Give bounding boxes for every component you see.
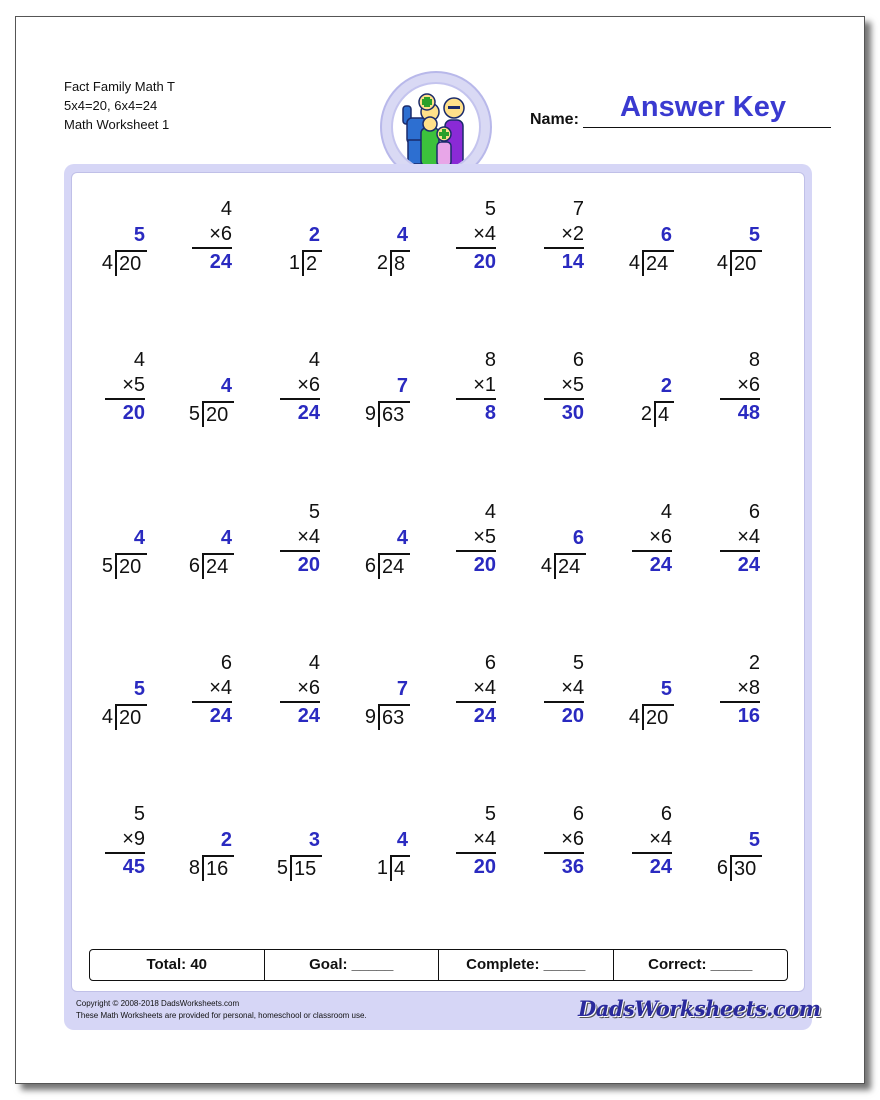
divisor: 1 bbox=[376, 857, 388, 879]
multiplication-problem bbox=[280, 500, 360, 580]
division-problem bbox=[702, 222, 782, 302]
multiplication-problem bbox=[105, 802, 185, 882]
quotient-answer: 2 bbox=[308, 224, 320, 246]
multiplication-problem bbox=[544, 348, 624, 428]
division-problem bbox=[350, 676, 430, 756]
multiplier: ×4 bbox=[297, 526, 320, 548]
divisor: 4 bbox=[101, 252, 113, 274]
copyright-text: Copyright © 2008-2018 DadsWorksheets.com bbox=[76, 999, 240, 1008]
multiplication-stack bbox=[105, 348, 145, 426]
multiplier: ×6 bbox=[737, 374, 760, 396]
multiplication-problem bbox=[456, 348, 536, 428]
multiplication-stack bbox=[632, 802, 672, 880]
multiplier: ×9 bbox=[122, 828, 145, 850]
multiplicand: 5 bbox=[308, 501, 320, 523]
dividend: 20 bbox=[119, 556, 142, 578]
multiplicand: 4 bbox=[660, 501, 672, 523]
divisor: 5 bbox=[101, 555, 113, 577]
score-bar bbox=[89, 949, 788, 981]
product-answer: 20 bbox=[297, 554, 320, 576]
multiplication-problem bbox=[544, 802, 624, 882]
multiplicand: 4 bbox=[308, 652, 320, 674]
multiplication-problem bbox=[720, 651, 800, 731]
division-problem bbox=[614, 676, 694, 756]
divisor: 8 bbox=[188, 857, 200, 879]
multiplication-stack bbox=[280, 500, 320, 578]
multiplication-stack bbox=[280, 651, 320, 729]
quotient-answer: 5 bbox=[748, 829, 760, 851]
divisor: 9 bbox=[364, 403, 376, 425]
quotient-answer: 7 bbox=[396, 375, 408, 397]
dividend: 24 bbox=[382, 556, 405, 578]
dividend: 8 bbox=[394, 253, 406, 275]
multiplier: ×4 bbox=[561, 677, 584, 699]
dividend: 2 bbox=[306, 253, 318, 275]
quotient-answer: 4 bbox=[220, 375, 232, 397]
dividend: 30 bbox=[734, 858, 757, 880]
multiplication-stack bbox=[720, 651, 760, 729]
divisor: 5 bbox=[276, 857, 288, 879]
divisor: 4 bbox=[628, 252, 640, 274]
product-answer: 30 bbox=[561, 402, 584, 424]
multiplication-stack bbox=[720, 348, 760, 426]
divisor: 9 bbox=[364, 706, 376, 728]
dividend: 16 bbox=[206, 858, 229, 880]
family-icon bbox=[391, 82, 481, 172]
multiplication-problem bbox=[720, 348, 800, 428]
answer-key-label: Answer Key bbox=[619, 91, 786, 123]
copyright-block bbox=[76, 998, 367, 1022]
dividend: 20 bbox=[206, 404, 229, 426]
multiplier: ×8 bbox=[737, 677, 760, 699]
quotient-answer: 2 bbox=[660, 375, 672, 397]
multiplier: ×4 bbox=[473, 828, 496, 850]
multiplier: ×6 bbox=[297, 374, 320, 396]
multiplication-stack bbox=[544, 802, 584, 880]
multiplier: ×4 bbox=[473, 677, 496, 699]
multiplication-stack bbox=[456, 197, 496, 275]
quotient-answer: 4 bbox=[396, 829, 408, 851]
multiplication-stack bbox=[105, 802, 145, 880]
multiplication-stack bbox=[456, 802, 496, 880]
worksheet-title: Fact Family Math T bbox=[64, 79, 176, 94]
quotient-answer: 6 bbox=[572, 527, 584, 549]
multiplication-stack bbox=[280, 348, 320, 426]
quotient-answer: 4 bbox=[133, 527, 145, 549]
quotient-answer: 5 bbox=[133, 224, 145, 246]
multiplier: ×4 bbox=[209, 677, 232, 699]
multiplicand: 6 bbox=[572, 803, 584, 825]
multiplier: ×5 bbox=[122, 374, 145, 396]
multiplication-problem bbox=[632, 802, 712, 882]
quotient-answer: 5 bbox=[748, 224, 760, 246]
usage-notice: These Math Worksheets are provided for personal, homeschool or classroom use. bbox=[76, 1011, 367, 1020]
worksheet-facts: 5x4=20, 6x4=24 bbox=[64, 98, 158, 113]
multiplicand: 8 bbox=[748, 349, 760, 371]
product-answer: 8 bbox=[484, 402, 496, 424]
division-problem bbox=[702, 827, 782, 907]
product-answer: 24 bbox=[649, 554, 672, 576]
divisor: 6 bbox=[716, 857, 728, 879]
dividend: 24 bbox=[206, 556, 229, 578]
total-cell: Total: 40 bbox=[90, 950, 265, 980]
multiplier: ×2 bbox=[561, 223, 584, 245]
product-answer: 20 bbox=[473, 856, 496, 878]
multiplicand: 7 bbox=[572, 198, 584, 220]
multiplicand: 6 bbox=[660, 803, 672, 825]
dividend: 4 bbox=[394, 858, 406, 880]
multiplicand: 4 bbox=[484, 501, 496, 523]
division-problem bbox=[262, 222, 342, 302]
divisor: 5 bbox=[188, 403, 200, 425]
divisor: 4 bbox=[716, 252, 728, 274]
dividend: 24 bbox=[646, 253, 669, 275]
dividend: 20 bbox=[734, 253, 757, 275]
divisor: 1 bbox=[288, 252, 300, 274]
product-answer: 20 bbox=[473, 554, 496, 576]
divisor: 4 bbox=[628, 706, 640, 728]
multiplication-problem bbox=[280, 651, 360, 731]
multiplication-problem bbox=[456, 197, 536, 277]
quotient-answer: 4 bbox=[220, 527, 232, 549]
multiplicand: 6 bbox=[484, 652, 496, 674]
quotient-answer: 7 bbox=[396, 678, 408, 700]
name-line bbox=[583, 127, 831, 128]
quotient-answer: 4 bbox=[396, 224, 408, 246]
divisor: 4 bbox=[101, 706, 113, 728]
division-problem bbox=[614, 373, 694, 453]
multiplication-problem bbox=[720, 500, 800, 580]
multiplication-stack bbox=[192, 197, 232, 275]
divisor: 2 bbox=[640, 403, 652, 425]
correct-cell: Correct: _____ bbox=[648, 956, 753, 973]
multiplicand: 5 bbox=[484, 198, 496, 220]
problem-grid bbox=[71, 172, 805, 992]
division-problem bbox=[174, 827, 254, 907]
multiplicand: 6 bbox=[572, 349, 584, 371]
multiplication-problem bbox=[544, 651, 624, 731]
multiplication-stack bbox=[544, 651, 584, 729]
product-answer: 24 bbox=[297, 402, 320, 424]
multiplication-problem bbox=[105, 348, 185, 428]
name-label: Name: bbox=[530, 111, 579, 128]
multiplicand: 5 bbox=[572, 652, 584, 674]
product-answer: 45 bbox=[122, 856, 145, 878]
divisor: 6 bbox=[364, 555, 376, 577]
dividend: 20 bbox=[119, 707, 142, 729]
quotient-answer: 5 bbox=[133, 678, 145, 700]
product-answer: 24 bbox=[737, 554, 760, 576]
multiplication-stack bbox=[456, 348, 496, 426]
multiplier: ×5 bbox=[561, 374, 584, 396]
product-answer: 14 bbox=[561, 251, 584, 273]
product-answer: 16 bbox=[737, 705, 760, 727]
division-problem bbox=[350, 525, 430, 605]
division-problem bbox=[87, 525, 167, 605]
division-problem bbox=[87, 676, 167, 756]
dividend: 20 bbox=[646, 707, 669, 729]
dividend: 4 bbox=[658, 404, 670, 426]
quotient-answer: 3 bbox=[308, 829, 320, 851]
quotient-answer: 4 bbox=[396, 527, 408, 549]
divisor: 6 bbox=[188, 555, 200, 577]
product-answer: 24 bbox=[473, 705, 496, 727]
multiplication-problem bbox=[456, 802, 536, 882]
multiplier: ×5 bbox=[473, 526, 496, 548]
divisor: 4 bbox=[540, 555, 552, 577]
division-problem bbox=[174, 373, 254, 453]
product-answer: 48 bbox=[737, 402, 760, 424]
multiplication-stack bbox=[192, 651, 232, 729]
brand-logo: DadsWorksheets.com bbox=[578, 996, 821, 1021]
multiplicand: 6 bbox=[220, 652, 232, 674]
product-answer: 24 bbox=[297, 705, 320, 727]
multiplication-problem bbox=[456, 500, 536, 580]
multiplicand: 5 bbox=[133, 803, 145, 825]
multiplicand: 4 bbox=[308, 349, 320, 371]
multiplication-problem bbox=[192, 197, 272, 277]
multiplication-problem bbox=[280, 348, 360, 428]
division-problem bbox=[262, 827, 342, 907]
quotient-answer: 5 bbox=[660, 678, 672, 700]
dividend: 15 bbox=[294, 858, 317, 880]
division-problem bbox=[350, 222, 430, 302]
multiplication-problem bbox=[456, 651, 536, 731]
multiplier: ×1 bbox=[473, 374, 496, 396]
divisor: 2 bbox=[376, 252, 388, 274]
multiplication-problem bbox=[632, 500, 712, 580]
product-answer: 20 bbox=[473, 251, 496, 273]
division-problem bbox=[174, 525, 254, 605]
division-problem bbox=[526, 525, 606, 605]
quotient-answer: 2 bbox=[220, 829, 232, 851]
multiplier: ×6 bbox=[209, 223, 232, 245]
multiplier: ×6 bbox=[649, 526, 672, 548]
multiplication-stack bbox=[456, 651, 496, 729]
dividend: 24 bbox=[558, 556, 581, 578]
multiplication-problem bbox=[192, 651, 272, 731]
multiplier: ×4 bbox=[473, 223, 496, 245]
multiplication-stack bbox=[456, 500, 496, 578]
multiplier: ×4 bbox=[737, 526, 760, 548]
worksheet-header-info bbox=[64, 77, 175, 134]
product-answer: 20 bbox=[122, 402, 145, 424]
dividend: 63 bbox=[382, 404, 405, 426]
division-problem bbox=[87, 222, 167, 302]
complete-cell: Complete: _____ bbox=[439, 950, 614, 980]
product-answer: 24 bbox=[209, 251, 232, 273]
multiplier: ×4 bbox=[649, 828, 672, 850]
quotient-answer: 6 bbox=[660, 224, 672, 246]
problem-frame bbox=[64, 164, 812, 1030]
multiplier: ×6 bbox=[561, 828, 584, 850]
multiplicand: 8 bbox=[484, 349, 496, 371]
product-answer: 36 bbox=[561, 856, 584, 878]
multiplication-stack bbox=[544, 197, 584, 275]
product-answer: 24 bbox=[649, 856, 672, 878]
multiplication-stack bbox=[544, 348, 584, 426]
division-problem bbox=[350, 827, 430, 907]
division-problem bbox=[350, 373, 430, 453]
division-problem bbox=[614, 222, 694, 302]
worksheet-subtitle: Math Worksheet 1 bbox=[64, 117, 170, 132]
dividend: 20 bbox=[119, 253, 142, 275]
product-answer: 20 bbox=[561, 705, 584, 727]
product-answer: 24 bbox=[209, 705, 232, 727]
multiplication-stack bbox=[632, 500, 672, 578]
goal-cell: Goal: _____ bbox=[265, 950, 440, 980]
dividend: 63 bbox=[382, 707, 405, 729]
multiplication-problem bbox=[544, 197, 624, 277]
multiplicand: 5 bbox=[484, 803, 496, 825]
multiplier: ×6 bbox=[297, 677, 320, 699]
multiplicand: 4 bbox=[133, 349, 145, 371]
multiplicand: 4 bbox=[220, 198, 232, 220]
multiplicand: 2 bbox=[748, 652, 760, 674]
multiplication-stack bbox=[720, 500, 760, 578]
multiplicand: 6 bbox=[748, 501, 760, 523]
